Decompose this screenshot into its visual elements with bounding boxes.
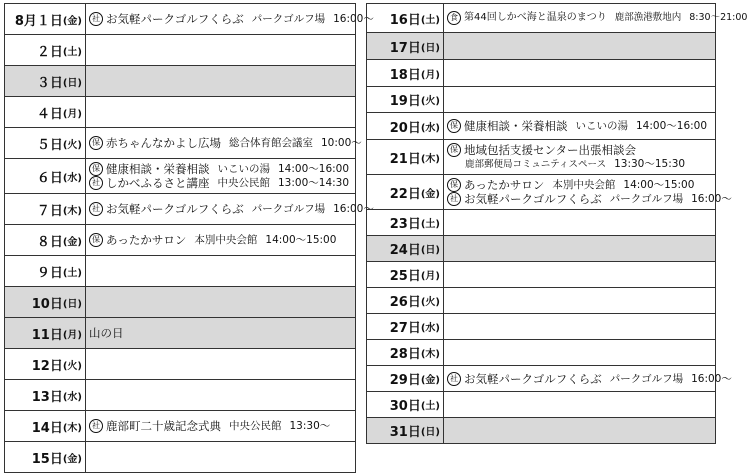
date-day: 24日 [389, 243, 421, 258]
event-time: 13:30～ [289, 420, 331, 432]
date-day: 19日 [389, 94, 421, 109]
date-weekday: (月) [420, 69, 440, 81]
category-badge-icon: 保 [89, 233, 103, 247]
date-day: 23日 [389, 217, 421, 232]
event-subline [447, 157, 685, 172]
category-badge-icon: 社 [447, 192, 461, 206]
date-weekday: (水) [420, 323, 440, 334]
calendar-row [367, 288, 715, 314]
date-weekday: (木) [62, 422, 82, 434]
date-cell [367, 314, 444, 339]
date-cell [5, 287, 86, 317]
calendar-row [5, 128, 362, 159]
date-weekday: (金) [62, 453, 82, 465]
date-weekday: (火) [420, 297, 440, 308]
date-day: 18日 [389, 67, 421, 83]
date-cell [5, 318, 86, 348]
event-name: お気軽パークゴルフくらぶ [464, 371, 602, 386]
date-day: 25日 [389, 269, 421, 284]
category-badge-icon: 社 [89, 202, 103, 216]
events-cell [444, 262, 715, 287]
calendar-row [5, 318, 355, 349]
events-cell [86, 97, 355, 127]
date-cell [367, 288, 444, 313]
date-cell [367, 340, 444, 365]
calendar-row [367, 175, 732, 210]
date-weekday: (月) [62, 108, 82, 120]
event-place: パークゴルフ場 [251, 203, 326, 215]
category-badge-icon: 社 [447, 372, 461, 386]
category-badge-icon: 社 [89, 12, 103, 26]
date-weekday: (日) [420, 245, 440, 256]
calendar-row [367, 314, 715, 340]
date-cell [5, 159, 86, 193]
calendar-row [5, 256, 355, 287]
date-weekday: (日) [62, 298, 82, 310]
event-item [447, 192, 732, 206]
event-name: あったかサロン [464, 178, 545, 192]
events-cell [444, 288, 715, 313]
date-day: ４日 [36, 106, 63, 122]
event-place: いこいの湯 [575, 120, 628, 132]
date-cell [5, 225, 86, 255]
date-weekday: (金) [420, 375, 440, 386]
date-cell [367, 175, 444, 209]
event-time: 14:00～15:00 [623, 179, 695, 191]
date-day: 31日 [389, 425, 421, 440]
events-cell [444, 87, 715, 112]
date-cell [5, 442, 86, 472]
calendar-row [367, 262, 715, 288]
events-cell [86, 287, 355, 317]
calendar-row [367, 4, 747, 33]
date-cell [5, 194, 86, 224]
calendar-right-column [366, 3, 747, 444]
date-weekday: (金) [62, 15, 82, 27]
event-time: 13:00～14:30 [278, 177, 350, 189]
category-badge-icon: 社 [89, 176, 103, 190]
date-day: 12日 [31, 358, 63, 374]
event-time: 16:00～ [333, 13, 374, 25]
date-day: 14日 [31, 420, 63, 436]
date-day: 16日 [389, 12, 421, 28]
events-cell [444, 60, 715, 86]
event-place: パークゴルフ場 [251, 13, 326, 25]
date-cell [367, 33, 444, 59]
date-day: 13日 [31, 389, 63, 405]
calendar-row [367, 87, 715, 113]
date-day: ６日 [36, 170, 63, 186]
event-name: 健康相談・栄養相談 [464, 119, 568, 133]
date-day: 8月１日 [14, 13, 63, 29]
category-badge-icon: 食 [447, 11, 461, 25]
event-place: 中央公民館 [217, 177, 270, 189]
events-cell [444, 418, 715, 443]
calendar-row [5, 411, 355, 442]
event-name: あったかサロン [106, 233, 187, 247]
date-cell [367, 87, 444, 112]
date-day: ５日 [36, 137, 63, 153]
date-weekday: (水) [62, 172, 82, 184]
events-cell [86, 349, 355, 379]
date-cell [367, 236, 444, 261]
date-weekday: (火) [62, 139, 82, 151]
event-place: パークゴルフ場 [609, 193, 684, 205]
event-time: 8:30～21:00 [689, 12, 747, 23]
date-cell [5, 349, 86, 379]
events-cell [444, 175, 732, 209]
calendar-row [5, 35, 355, 66]
date-weekday: (日) [420, 427, 440, 438]
event-time: 10:00～ [321, 137, 362, 149]
event-time: 14:00～16:00 [278, 163, 350, 175]
event-time: 16:00～ [691, 193, 732, 205]
category-badge-icon: 保 [447, 119, 461, 133]
date-weekday: (金) [62, 236, 82, 248]
calendar-row [367, 60, 715, 87]
date-cell [5, 35, 86, 65]
events-cell [444, 140, 715, 174]
events-cell [86, 380, 355, 410]
calendar-row [367, 210, 715, 236]
date-cell [367, 140, 444, 174]
date-day: 21日 [389, 151, 421, 167]
event-name: 健康相談・栄養相談 [106, 162, 210, 176]
date-weekday: (木) [420, 153, 440, 165]
event-item [447, 11, 747, 25]
event-name: お気軽パークゴルフくらぶ [106, 202, 244, 216]
events-cell [86, 411, 355, 441]
event-item [89, 176, 355, 190]
date-day: ２日 [36, 44, 63, 60]
date-weekday: (土) [420, 401, 440, 412]
date-cell [5, 97, 86, 127]
date-cell [5, 380, 86, 410]
event-item [447, 119, 715, 133]
calendar-row [5, 225, 355, 256]
calendar-row [5, 66, 355, 97]
date-day: 26日 [389, 295, 421, 310]
event-place: いこいの湯 [217, 163, 270, 175]
calendar-row [367, 418, 715, 444]
calendar-row [5, 380, 355, 411]
event-place: 鹿部漁港敷地内 [614, 12, 682, 23]
event-name: お気軽パークゴルフくらぶ [464, 192, 602, 206]
event-place: パークゴルフ場 [609, 372, 684, 385]
date-day: 22日 [389, 186, 421, 202]
date-weekday: (木) [62, 205, 82, 217]
calendar-row [367, 140, 715, 175]
calendar-row [5, 194, 374, 225]
date-cell [5, 66, 86, 96]
date-day: 11日 [31, 327, 63, 343]
date-weekday: (火) [62, 360, 82, 372]
date-day: ７日 [36, 203, 63, 219]
event-time: 16:00～ [691, 372, 732, 385]
date-weekday: (土) [62, 46, 82, 58]
events-cell [86, 66, 355, 96]
events-cell [444, 340, 715, 365]
events-cell [86, 442, 355, 472]
date-weekday: (水) [420, 122, 440, 134]
event-item [89, 12, 374, 26]
calendar-row [367, 366, 732, 392]
event-name: 赤ちゃんなかよし広場 [106, 136, 221, 150]
calendar-row [5, 442, 355, 473]
calendar-row [5, 287, 355, 318]
date-cell [367, 113, 444, 139]
date-cell [5, 256, 86, 286]
calendar-row [367, 340, 715, 366]
date-weekday: (金) [420, 188, 440, 200]
date-cell [5, 411, 86, 441]
calendar-row [5, 349, 355, 380]
date-cell [367, 392, 444, 417]
events-cell [444, 33, 715, 59]
date-weekday: (土) [420, 219, 440, 230]
event-item [447, 157, 715, 172]
events-cell [444, 210, 715, 235]
date-day: ９日 [36, 265, 63, 281]
date-day: 10日 [31, 296, 63, 312]
event-item [447, 143, 715, 157]
date-day: 20日 [389, 120, 421, 136]
event-place: 中央公民館 [229, 420, 282, 432]
event-name: 山の日 [89, 326, 124, 340]
event-item [89, 233, 355, 247]
date-cell [367, 210, 444, 235]
date-weekday: (日) [62, 77, 82, 89]
date-cell [367, 418, 444, 443]
event-item [89, 326, 355, 340]
event-item [89, 419, 355, 433]
date-day: 28日 [389, 347, 421, 362]
category-badge-icon: 保 [89, 162, 103, 176]
date-day: 27日 [389, 321, 421, 336]
calendar-row [5, 97, 355, 128]
calendar-row [367, 113, 715, 140]
event-place: 総合体育館会議室 [229, 137, 313, 149]
date-weekday: (火) [420, 96, 440, 107]
calendar-row [5, 159, 355, 194]
calendar-row [367, 33, 715, 60]
event-item [89, 162, 355, 176]
event-name: しかべふるさと講座 [106, 176, 210, 190]
category-badge-icon: 保 [447, 143, 461, 157]
events-cell [86, 159, 355, 193]
date-cell [5, 4, 86, 34]
events-cell [86, 318, 355, 348]
event-item [447, 372, 732, 386]
event-place: 本別中央会館 [552, 179, 616, 191]
event-name: お気軽パークゴルフくらぶ [106, 12, 244, 26]
events-cell [444, 236, 715, 261]
event-place: 本別中央会館 [194, 234, 258, 246]
event-time: 14:00～15:00 [265, 234, 337, 246]
date-cell [367, 262, 444, 287]
calendar-left-column [4, 3, 374, 473]
date-cell [367, 366, 444, 391]
calendar-row [5, 4, 374, 35]
date-cell [367, 60, 444, 86]
date-weekday: (日) [420, 42, 440, 54]
date-day: 29日 [389, 373, 421, 388]
date-weekday: (月) [420, 271, 440, 282]
calendar-row [367, 236, 715, 262]
event-item [89, 136, 362, 150]
date-day: ８日 [36, 234, 63, 250]
date-weekday: (土) [62, 267, 82, 279]
event-name: 鹿部町二十歳記念式典 [106, 419, 221, 433]
event-item [89, 202, 374, 216]
date-day: 30日 [389, 399, 421, 414]
date-weekday: (土) [420, 14, 440, 26]
event-time: 13:30～15:30 [614, 157, 686, 170]
date-cell [367, 4, 444, 32]
event-name: 第44回しかべ海と温泉のまつり [464, 12, 607, 23]
events-cell [86, 194, 374, 224]
events-cell [444, 113, 715, 139]
category-badge-icon: 社 [89, 419, 103, 433]
events-cell [444, 366, 732, 391]
date-day: ３日 [36, 75, 63, 91]
date-weekday: (木) [420, 349, 440, 360]
date-day: 15日 [31, 451, 63, 467]
events-cell [444, 314, 715, 339]
events-cell [444, 392, 715, 417]
event-time: 16:00～ [333, 203, 374, 215]
events-cell [86, 35, 355, 65]
date-weekday: (水) [62, 391, 82, 403]
events-cell [444, 4, 747, 32]
date-weekday: (月) [62, 329, 82, 341]
events-cell [86, 128, 362, 158]
event-item [447, 178, 732, 192]
events-cell [86, 225, 355, 255]
date-day: 17日 [389, 40, 421, 56]
calendar-row [367, 392, 715, 418]
category-badge-icon: 保 [447, 178, 461, 192]
event-time: 14:00～16:00 [636, 120, 708, 132]
events-cell [86, 256, 355, 286]
date-cell [5, 128, 86, 158]
event-name: 地域包括支援センター出張相談会 [464, 142, 637, 157]
category-badge-icon: 保 [89, 136, 103, 150]
events-cell [86, 4, 374, 34]
event-place: 鹿部郵便局コミュニティスペース [465, 158, 607, 170]
